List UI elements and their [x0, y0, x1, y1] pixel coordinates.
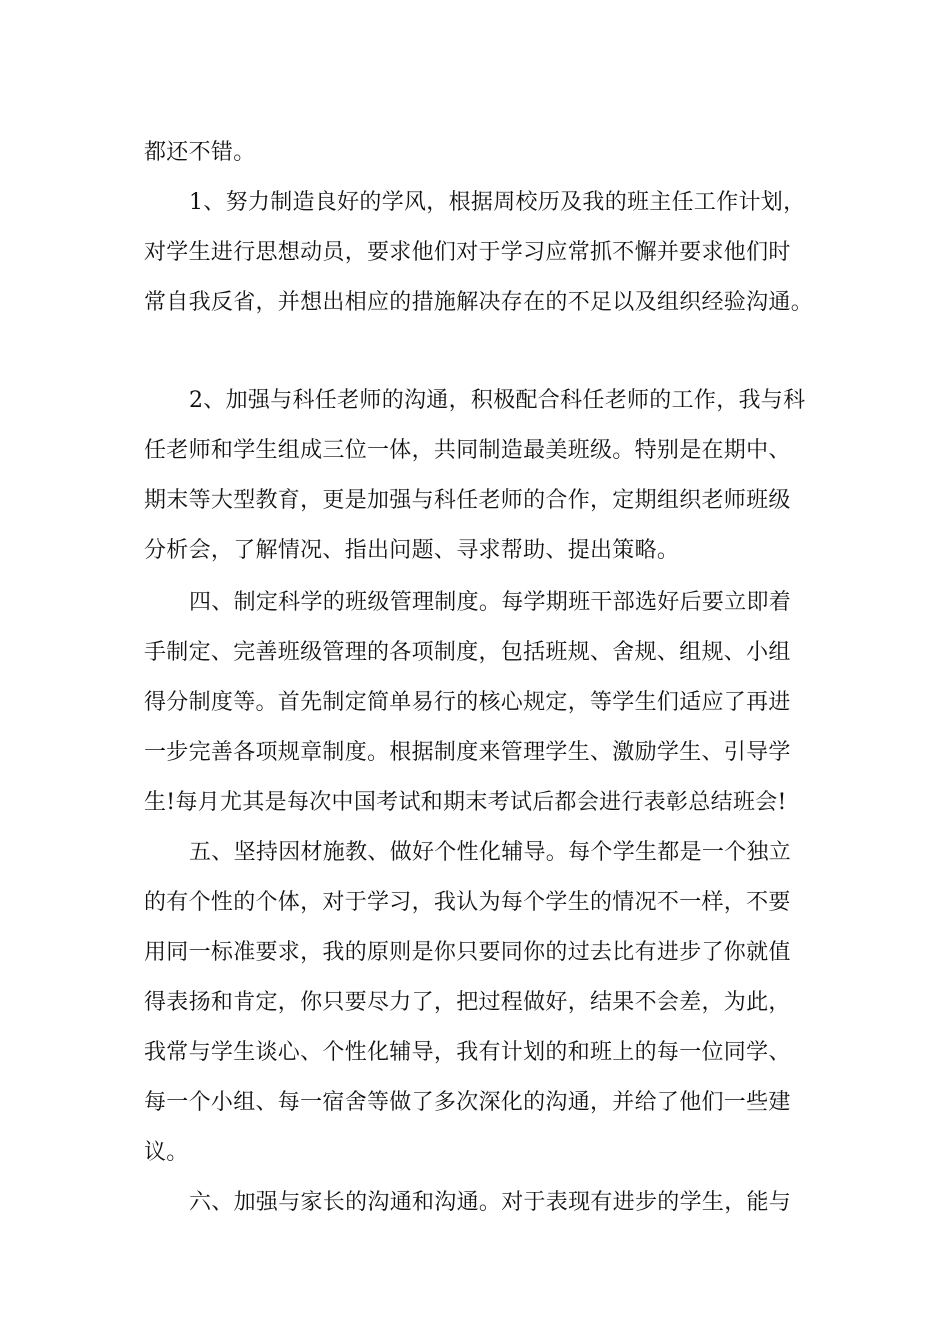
text-line-8: 分析会，了解情况、指出问题、寻求帮助、提出策略。 — [144, 538, 680, 563]
text-line-9: 四、制定科学的班级管理制度。每学期班干部选好后要立即着 — [189, 590, 792, 615]
text-line-5: 2、加强与科任老师的沟通，积极配合科任老师的工作，我与科 — [189, 388, 806, 413]
text-line-18: 我常与学生谈心、个性化辅导，我有计划的和班上的每一位同学、 — [144, 1040, 791, 1065]
text-line-3: 对学生进行思想动员，要求他们对于学习应常抓不懈并要求他们时 — [144, 240, 791, 265]
text-line-17: 得表扬和肯定，你只要尽力了，把过程做好，结果不会差，为此， — [144, 990, 791, 1015]
text-line-10: 手制定、完善班级管理的各项制度，包括班规、舍规、组规、小组 — [144, 640, 791, 665]
text-line-15: 的有个性的个体，对于学习，我认为每个学生的情况不一样，不要 — [144, 890, 791, 915]
text-line-21: 六、加强与家长的沟通和沟通。对于表现有进步的学生，能与 — [189, 1190, 792, 1215]
text-line-1: 都还不错。 — [144, 140, 256, 165]
text-line-16: 用同一标准要求，我的原则是你只要同你的过去比有进步了你就值 — [144, 940, 791, 965]
text-line-4: 常自我反省，并想出相应的措施解决存在的不足以及组织经验沟通。 — [144, 290, 814, 315]
text-line-11: 得分制度等。首先制定简单易行的核心规定，等学生们适应了再进 — [144, 690, 791, 715]
text-line-12: 一步完善各项规章制度。根据制度来管理学生、激励学生、引导学 — [144, 740, 791, 765]
text-line-13: 生!每月尤其是每次中国考试和期末考试后都会进行表彰总结班会! — [144, 790, 787, 815]
text-line-19: 每一个小组、每一宿舍等做了多次深化的沟通，并给了他们一些建 — [144, 1090, 791, 1115]
text-line-14: 五、坚持因材施教、做好个性化辅导。每个学生都是一个独立 — [189, 840, 792, 865]
text-line-20: 议。 — [144, 1140, 189, 1165]
text-line-2: 1、努力制造良好的学风，根据周校历及我的班主任工作计划， — [189, 190, 806, 215]
text-line-6: 任老师和学生组成三位一体，共同制造最美班级。特别是在期中、 — [144, 438, 791, 463]
text-line-7: 期末等大型教育，更是加强与科任老师的合作，定期组织老师班级 — [144, 488, 791, 513]
